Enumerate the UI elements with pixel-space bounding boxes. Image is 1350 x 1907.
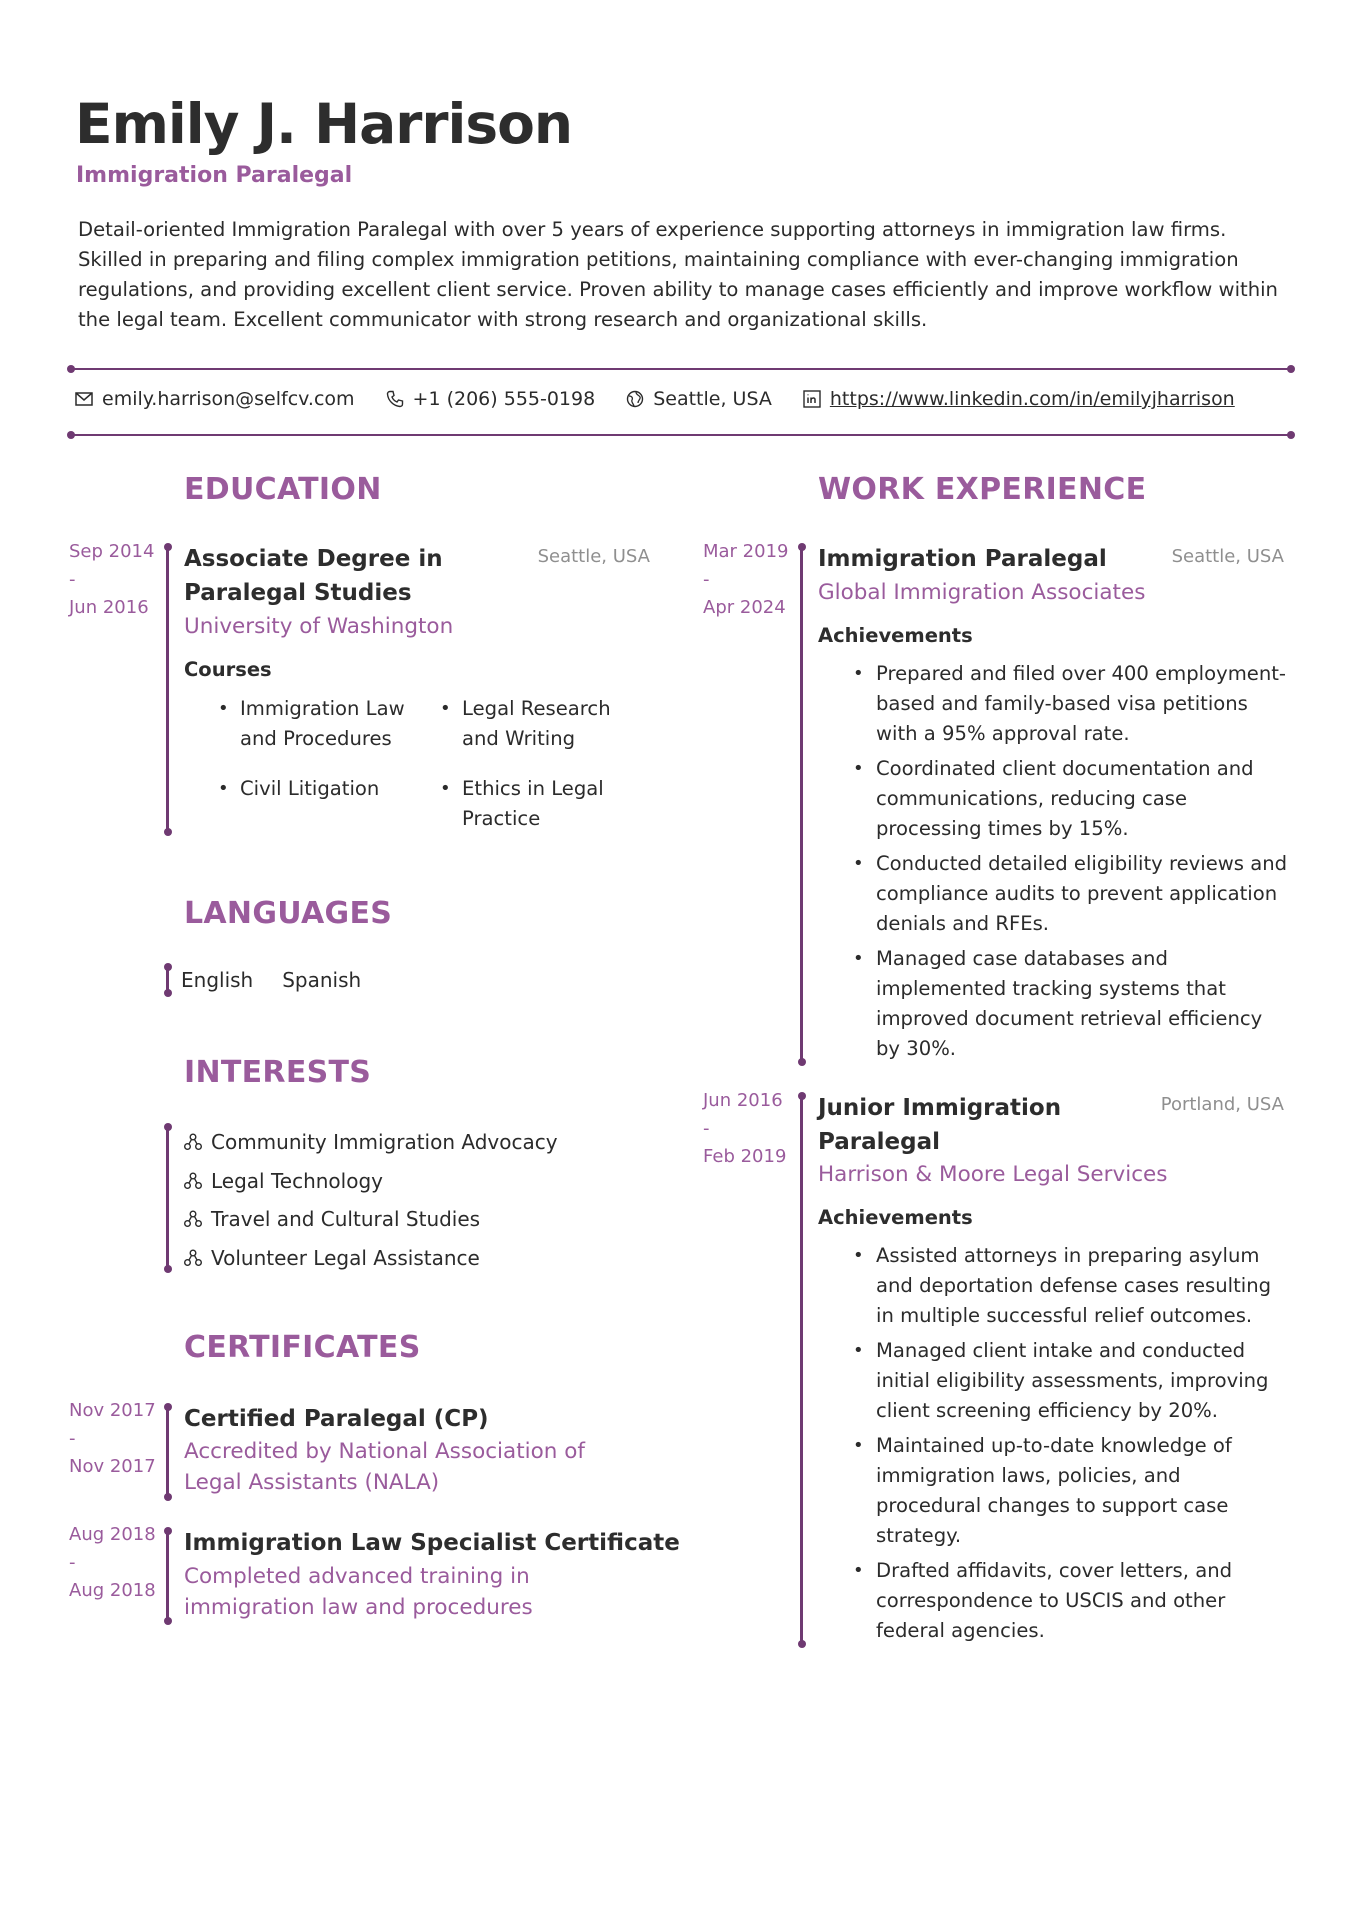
contact-email-text: emily.harrison@selfcv.com	[102, 388, 355, 410]
course-item: • Ethics in Legal Practice	[432, 774, 632, 834]
interests-list	[183, 1123, 558, 1277]
linkedin-icon	[802, 389, 822, 409]
contact-bar	[74, 388, 1265, 410]
certificate-timeline	[166, 1406, 169, 1498]
achievement-item: • Conducted detailed eligibility reviews and compliance audits to prevent application denials and RFEs.	[850, 849, 1290, 939]
network-icon	[183, 1171, 203, 1191]
certificate-name: Immigration Law Specialist Certificate	[184, 1530, 680, 1556]
job-date-end: Feb 2019	[703, 1146, 787, 1167]
job-location: Seattle, USA	[1171, 546, 1284, 567]
achievements-list	[850, 659, 1290, 1069]
certificate-date-end: Aug 2018	[69, 1580, 156, 1601]
interest-text: Legal Technology	[211, 1168, 383, 1193]
interest-text: Volunteer Legal Assistance	[211, 1245, 480, 1270]
candidate-name: Emily J. Harrison	[75, 92, 573, 156]
language-item: Spanish	[282, 968, 362, 992]
achievements-label: Achievements	[818, 1206, 973, 1229]
certificate-date-start: Aug 2018	[69, 1524, 156, 1545]
education-date-separator: -	[69, 569, 76, 590]
education-date-end: Jun 2016	[69, 597, 149, 618]
job-dates	[703, 1087, 786, 1171]
job-dates	[703, 538, 789, 622]
interest-text: Travel and Cultural Studies	[211, 1207, 481, 1231]
contact-phone[interactable]	[385, 388, 596, 410]
contact-phone-text: +1 (206) 555-0198	[412, 388, 596, 410]
certificate-date-end: Nov 2017	[69, 1456, 156, 1477]
certificate-timeline	[166, 1530, 169, 1622]
network-icon	[183, 1132, 203, 1152]
language-item: English	[181, 968, 254, 992]
interest-item	[183, 1162, 558, 1201]
education-school: University of Washington	[184, 614, 454, 639]
certificates-heading: CERTIFICATES	[184, 1330, 421, 1365]
certificate-date-start: Nov 2017	[69, 1400, 156, 1421]
contact-email[interactable]	[74, 388, 355, 410]
job-timeline	[800, 1095, 803, 1645]
certificate-date-separator: -	[69, 1552, 76, 1573]
education-dates	[69, 538, 154, 622]
achievement-item: • Managed case databases and implemented tracking systems that improved document retrieval efficiency by 30%.	[850, 944, 1290, 1064]
achievements-list	[850, 1241, 1290, 1651]
achievement-item: • Drafted affidavits, cover letters, and correspondence to USCIS and other federal agencies.	[850, 1556, 1290, 1646]
certificate-issuer: Accredited by National Association of Legal Assistants (NALA)	[184, 1439, 585, 1495]
contact-divider-top	[70, 368, 1292, 370]
education-location: Seattle, USA	[537, 546, 650, 567]
linkedin-link[interactable]: https://www.linkedin.com/in/emilyjharrison	[829, 388, 1235, 410]
globe-icon	[625, 389, 645, 409]
course-item: • Legal Research and Writing	[432, 694, 632, 754]
languages-list	[181, 968, 390, 992]
profile-summary: Detail-oriented Immigration Paralegal with over 5 years of experience supporting attorneys in immigration law firms. Skilled in preparing and filing complex immigration petitions, maintaining compliance with ever-changing immigration regulations, and providing excellent client service. Proven ability to manage cases efficiently and improve workflow within the legal team. Excellent communicator with strong research and organizational skills.	[78, 218, 1278, 331]
education-degree: Associate Degree in Paralegal Studies	[184, 546, 443, 606]
mail-icon	[74, 389, 94, 409]
interest-item	[183, 1123, 558, 1162]
courses-list	[210, 694, 650, 834]
achievement-item: • Managed client intake and conducted initial eligibility assessments, improving client screening efficiency by 20%.	[850, 1336, 1290, 1426]
achievement-item: • Maintained up-to-date knowledge of immigration laws, policies, and procedural changes to support case strategy.	[850, 1431, 1290, 1551]
experience-heading: WORK EXPERIENCE	[818, 472, 1147, 507]
achievements-label: Achievements	[818, 624, 973, 647]
education-timeline	[166, 546, 169, 833]
contact-divider-bottom	[70, 434, 1292, 436]
contact-location-text: Seattle, USA	[653, 388, 772, 410]
job-company: Harrison & Moore Legal Services	[818, 1162, 1168, 1187]
network-icon	[183, 1209, 203, 1229]
phone-icon	[385, 389, 405, 409]
certificate-name: Certified Paralegal (CP)	[184, 1406, 489, 1432]
languages-heading: LANGUAGES	[184, 896, 393, 931]
job-date-separator: -	[703, 1118, 710, 1139]
certificate-issuer: Completed advanced training in immigration law and procedures	[184, 1564, 533, 1620]
contact-linkedin[interactable]	[802, 388, 1235, 410]
education-heading: EDUCATION	[184, 472, 382, 507]
network-icon	[183, 1248, 203, 1268]
course-item: • Immigration Law and Procedures	[210, 694, 432, 754]
job-date-start: Mar 2019	[703, 541, 789, 562]
job-date-separator: -	[703, 569, 710, 590]
job-timeline	[800, 546, 803, 1063]
job-location: Portland, USA	[1160, 1094, 1284, 1115]
interest-item	[183, 1200, 558, 1239]
certificate-dates	[69, 1521, 156, 1605]
course-item: • Civil Litigation	[210, 774, 432, 834]
job-date-end: Apr 2024	[703, 597, 786, 618]
job-title: Immigration Paralegal	[818, 546, 1107, 572]
achievement-item: • Prepared and filed over 400 employment-based and family-based visa petitions with a 95% approval rate.	[850, 659, 1290, 749]
candidate-role: Immigration Paralegal	[76, 163, 353, 188]
interests-heading: INTERESTS	[184, 1055, 372, 1090]
courses-label: Courses	[184, 658, 272, 681]
interest-text: Community Immigration Advocacy	[211, 1130, 558, 1154]
certificate-dates	[69, 1397, 156, 1481]
certificate-date-separator: -	[69, 1428, 76, 1449]
job-company: Global Immigration Associates	[818, 580, 1146, 605]
contact-location	[625, 388, 772, 410]
job-date-start: Jun 2016	[703, 1090, 783, 1111]
interests-timeline	[166, 1126, 169, 1270]
job-title: Junior Immigration Paralegal	[818, 1095, 1062, 1155]
languages-timeline	[166, 966, 169, 994]
achievement-item: • Assisted attorneys in preparing asylum and deportation defense cases resulting in multiple successful relief outcomes.	[850, 1241, 1290, 1331]
education-date-start: Sep 2014	[69, 541, 155, 562]
interest-item	[183, 1239, 558, 1278]
achievement-item: • Coordinated client documentation and communications, reducing case processing times by 15%.	[850, 754, 1290, 844]
